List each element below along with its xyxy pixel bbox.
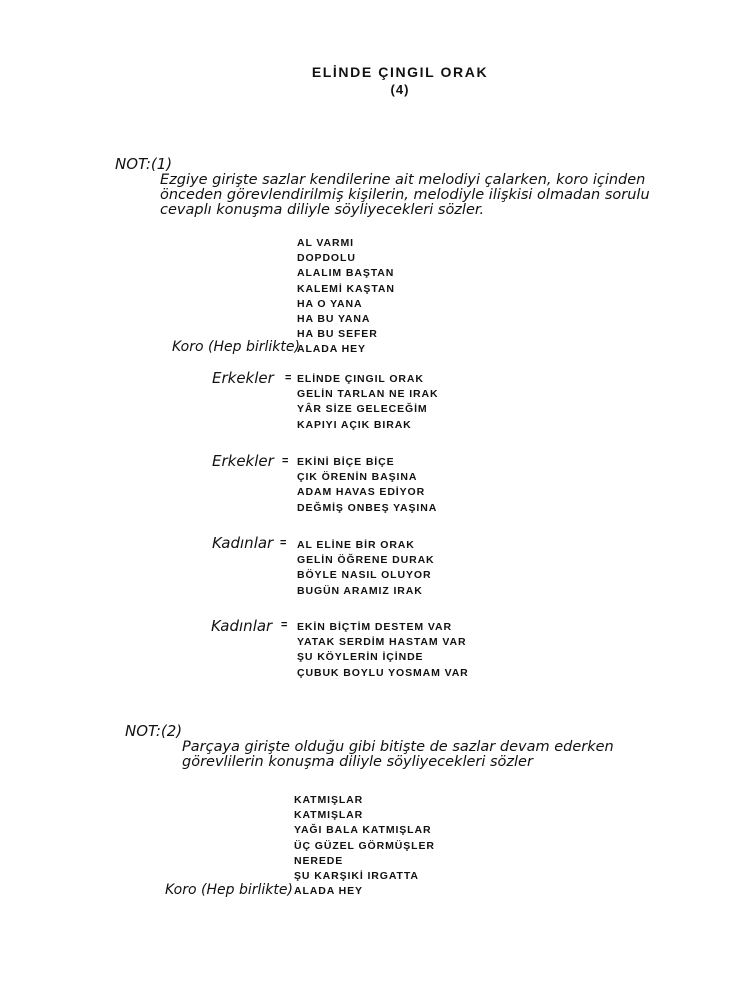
equals-sign: = — [282, 455, 289, 467]
page-title: ELİNDE ÇINGIL ORAK — [311, 64, 489, 80]
note-2-line: görevlilerin konuşma diliyle söyliyecekleri sözler — [182, 754, 533, 770]
equals-sign: = — [281, 619, 288, 631]
lyric-line: BÖYLE NASIL OLUYOR — [297, 569, 432, 582]
speaker-label: Erkekler — [212, 452, 274, 470]
lyric-line: KALEMİ KAŞTAN — [297, 282, 395, 295]
intro-lines — [297, 236, 395, 358]
lyric-line: ÇIK ÖRENİN BAŞINA — [297, 471, 418, 484]
stanza-lines — [297, 455, 437, 516]
lyric-line: YATAK SERDİM HASTAM VAR — [297, 636, 467, 649]
speaker-label: Kadınlar — [211, 617, 273, 635]
note-2-label: NOT:(2) — [125, 722, 183, 740]
lyric-line: ADAM HAVAS EDİYOR — [297, 486, 426, 499]
stanza-lines — [297, 620, 469, 681]
stanza-lines — [297, 372, 438, 433]
lyric-line: EKİNİ BİÇE BİÇE — [297, 456, 395, 468]
note-1-line: cevaplı konuşma diliyle söyliyecekleri sözler. — [160, 202, 485, 218]
lyric-line: BUGÜN ARAMIZ IRAK — [297, 584, 423, 597]
lyric-line: AL VARMI — [297, 237, 354, 249]
lyric-line: HA O YANA — [297, 297, 363, 310]
lyric-line: GELİN TARLAN NE IRAK — [297, 388, 439, 401]
lyric-line: ALADA HEY — [294, 885, 363, 898]
lyric-line: KATMIŞLAR — [294, 794, 364, 806]
equals-sign: = — [285, 372, 292, 384]
lyric-line: NEREDE — [294, 854, 344, 867]
chorus-label: Koro (Hep birlikte) — [172, 339, 300, 355]
stanza-lines — [297, 538, 435, 599]
lyric-line: ÜÇ GÜZEL GÖRMÜŞLER — [294, 839, 435, 852]
lyric-line: DOPDOLU — [297, 252, 356, 265]
lyric-line: ŞU KARŞIKİ IRGATTA — [294, 870, 419, 883]
note-1-line: Ezgiye girişte sazlar kendilerine ait melodiyi çalarken, koro içinden — [160, 172, 646, 188]
chorus-label: Koro (Hep birlikte) — [165, 882, 293, 898]
lyric-line: HA BU YANA — [297, 313, 371, 326]
note-2-text — [182, 740, 614, 770]
note-1-label: NOT:(1) — [115, 155, 173, 173]
lyric-line: DEĞMİŞ ONBEŞ YAŞINA — [297, 501, 438, 514]
lyric-line: ÇUBUK BOYLU YOSMAM VAR — [297, 666, 469, 679]
lyric-line: YÂR SİZE GELECEĞİM — [297, 403, 428, 416]
lyric-line: KAPIYI AÇIK BIRAK — [297, 418, 412, 431]
lyric-line: ALADA HEY — [297, 343, 366, 356]
note-2-line: Parçaya girişte olduğu gibi bitişte de sazlar devam ederken — [182, 739, 614, 755]
speaker-label: Kadınlar — [212, 534, 274, 552]
page-subtitle: (4) — [390, 82, 410, 97]
lyric-line: GELİN ÖĞRENE DURAK — [297, 554, 435, 567]
lyric-line: HA BU SEFER — [297, 328, 378, 341]
lyric-line: ELİNDE ÇINGIL ORAK — [297, 373, 424, 385]
equals-sign: = — [280, 537, 287, 549]
note-1-text — [160, 173, 650, 218]
note-1-line: önceden görevlendirilmiş kişilerin, melodiyle ilişkisi olmadan sorulu — [160, 187, 650, 203]
lyric-line: KATMIŞLAR — [294, 809, 364, 822]
lyric-line: EKİN BİÇTİM DESTEM VAR — [297, 621, 452, 633]
lyric-line: ALALIM BAŞTAN — [297, 267, 395, 280]
speaker-label: Erkekler — [212, 369, 274, 387]
lyric-line: YAĞI BALA KATMIŞLAR — [294, 824, 432, 837]
lyric-line: ŞU KÖYLERİN İÇİNDE — [297, 651, 424, 664]
lyric-line: AL ELİNE BİR ORAK — [297, 539, 415, 551]
outro-lines — [294, 793, 435, 899]
